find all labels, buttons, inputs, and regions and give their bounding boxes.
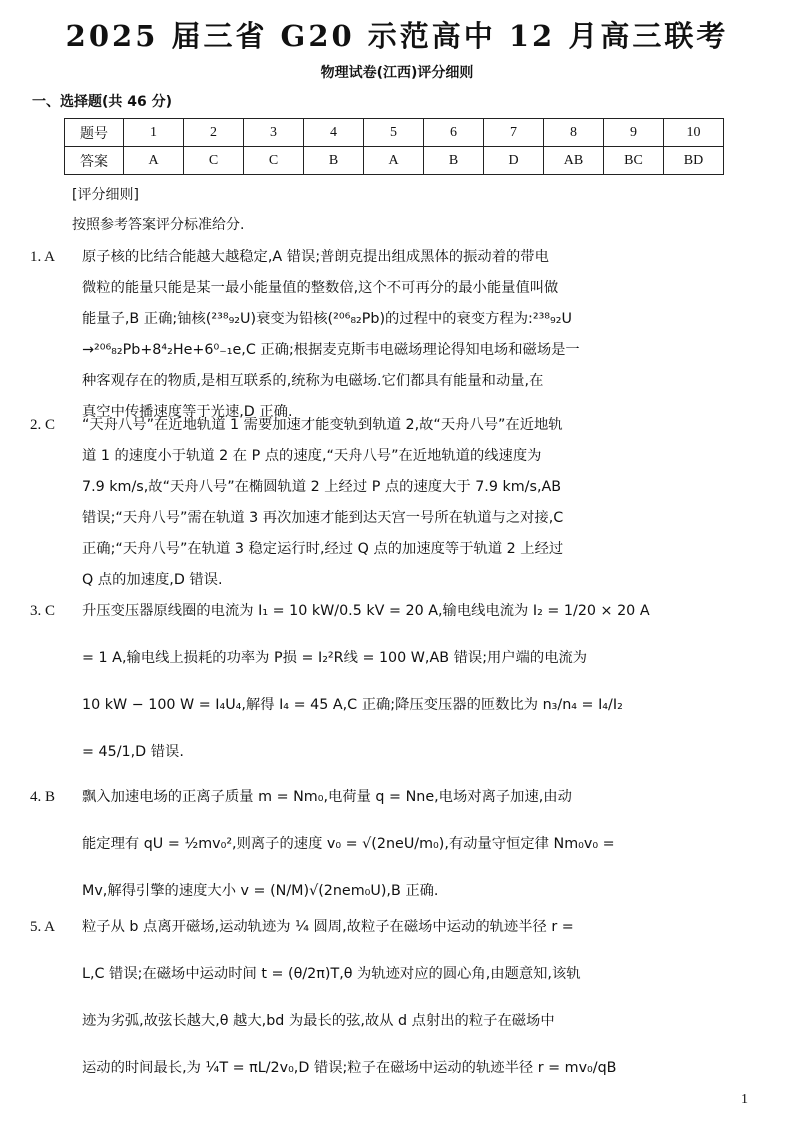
row-label-answer: 答案: [65, 147, 124, 175]
question-number: 8: [544, 119, 604, 147]
item-line: 能定理有 qU = ½mv₀²,则离子的速度 v₀ = √(2neU/m₀),有动量守恒定律 Nm₀v₀ =: [82, 836, 615, 852]
answer-cell: A: [124, 147, 184, 175]
answer-cell: C: [184, 147, 244, 175]
item-text: [82, 774, 762, 915]
question-number: 5: [364, 119, 424, 147]
item-label: 4. B: [30, 789, 56, 805]
item-label: 2. C: [30, 417, 56, 433]
question-number: 10: [664, 119, 724, 147]
item-line: 飘入加速电场的正离子质量 m = Nm₀,电荷量 q = Nne,电场对离子加速,由动: [82, 789, 572, 805]
answer-table-number-row: [65, 119, 724, 147]
item-line: 运动的时间最长,为 ¼T = πL/2v₀,D 错误;粒子在磁场中运动的轨迹半径 r = mv₀/qB: [82, 1060, 617, 1076]
item-label: 3. C: [30, 603, 56, 619]
question-number: 9: [604, 119, 664, 147]
item-line: = 45/1,D 错误.: [82, 744, 184, 760]
question-number: 4: [304, 119, 364, 147]
row-label-number: 题号: [65, 119, 124, 147]
answer-cell: BC: [604, 147, 664, 175]
item-line: Mv,解得引擎的速度大小 v = (N/M)√(2nem₀U),B 正确.: [82, 883, 439, 899]
page-number: 1: [741, 1092, 748, 1107]
page-subtitle: 物理试卷(江西)评分细则: [320, 65, 474, 81]
scoring-heading: [评分细则]: [72, 187, 139, 203]
answer-cell: B: [424, 147, 484, 175]
item-line: 粒子从 b 点离开磁场,运动轨迹为 ¼ 圆周,故粒子在磁场中运动的轨迹半径 r =: [82, 919, 574, 935]
item-line: 道 1 的速度小于轨道 2 在 P 点的速度,“天舟八号”在近地轨道的线速度为: [82, 448, 542, 464]
item-line: 种客观存在的物质,是相互联系的,统称为电磁场.它们都具有能量和动量,在: [82, 373, 544, 389]
question-number: 6: [424, 119, 484, 147]
item-label: 1. A: [30, 249, 56, 265]
item-line: 原子核的比结合能越大越稳定,A 错误;普朗克提出组成黑体的振动着的带电: [82, 249, 549, 265]
item-line: 升压变压器原线圈的电流为 I₁ = 10 kW/0.5 kV = 20 A,输电线电流为 I₂ = 1/20 × 20 A: [82, 603, 650, 619]
item-line: 10 kW − 100 W = I₄U₄,解得 I₄ = 45 A,C 正确;降压变压器的匝数比为 n₃/n₄ = I₄/I₂: [82, 697, 623, 713]
item-text: [82, 588, 762, 776]
item-line: 微粒的能量只能是某一最小能量值的整数倍,这个不可再分的最小能量值叫做: [82, 280, 559, 296]
item-line: L,C 错误;在磁场中运动时间 t = (θ/2π)T,θ 为轨迹对应的圆心角,由题意知,该轨: [82, 966, 581, 982]
item-line: 真空中传播速度等于光速,D 正确.: [82, 404, 293, 420]
item-line: 能量子,B 正确;铀核(²³⁸₉₂U)衰变为铅核(²⁰⁶₈₂Pb)的过程中的衰变方程为:²³⁸₉₂U: [82, 311, 572, 327]
item-label: 5. A: [30, 919, 56, 935]
item-text: [82, 242, 762, 428]
item-line: “天舟八号”在近地轨道 1 需要加速才能变轨到轨道 2,故“天舟八号”在近地轨: [82, 417, 563, 433]
item-text: [82, 410, 762, 596]
question-number: 7: [484, 119, 544, 147]
answer-cell: A: [364, 147, 424, 175]
answer-table: [64, 118, 724, 175]
answer-table-answer-row: [65, 147, 724, 175]
page-title: 2025 届三省 G20 示范高中 12 月高三联考: [65, 19, 729, 53]
item-line: = 1 A,输电线上损耗的功率为 P损 = I₂²R线 = 100 W,AB 错误;用户端的电流为: [82, 650, 588, 666]
question-number: 3: [244, 119, 304, 147]
question-number: 1: [124, 119, 184, 147]
item-text: [82, 904, 762, 1092]
item-line: →²⁰⁶₈₂Pb+8⁴₂He+6⁰₋₁e,C 正确;根据麦克斯韦电磁场理论得知电场和磁场是一: [82, 342, 580, 358]
item-line: 错误;“天舟八号”需在轨道 3 再次加速才能到达天宫一号所在轨道与之对接,C: [82, 510, 564, 526]
answer-cell: C: [244, 147, 304, 175]
section-heading: 一、选择题(共 46 分): [32, 94, 173, 110]
item-line: 正确;“天舟八号”在轨道 3 稳定运行时,经过 Q 点的加速度等于轨道 2 上经过: [82, 541, 564, 557]
item-line: 迹为劣弧,故弦长越大,θ 越大,bd 为最长的弦,故从 d 点射出的粒子在磁场中: [82, 1013, 555, 1029]
answer-cell: B: [304, 147, 364, 175]
answer-cell: D: [484, 147, 544, 175]
item-line: 7.9 km/s,故“天舟八号”在椭圆轨道 2 上经过 P 点的速度大于 7.9 km/s,AB: [82, 479, 562, 495]
question-number: 2: [184, 119, 244, 147]
item-line: Q 点的加速度,D 错误.: [82, 572, 223, 588]
answer-cell: AB: [544, 147, 604, 175]
answer-cell: BD: [664, 147, 724, 175]
scoring-note: 按照参考答案评分标准给分.: [72, 217, 245, 233]
